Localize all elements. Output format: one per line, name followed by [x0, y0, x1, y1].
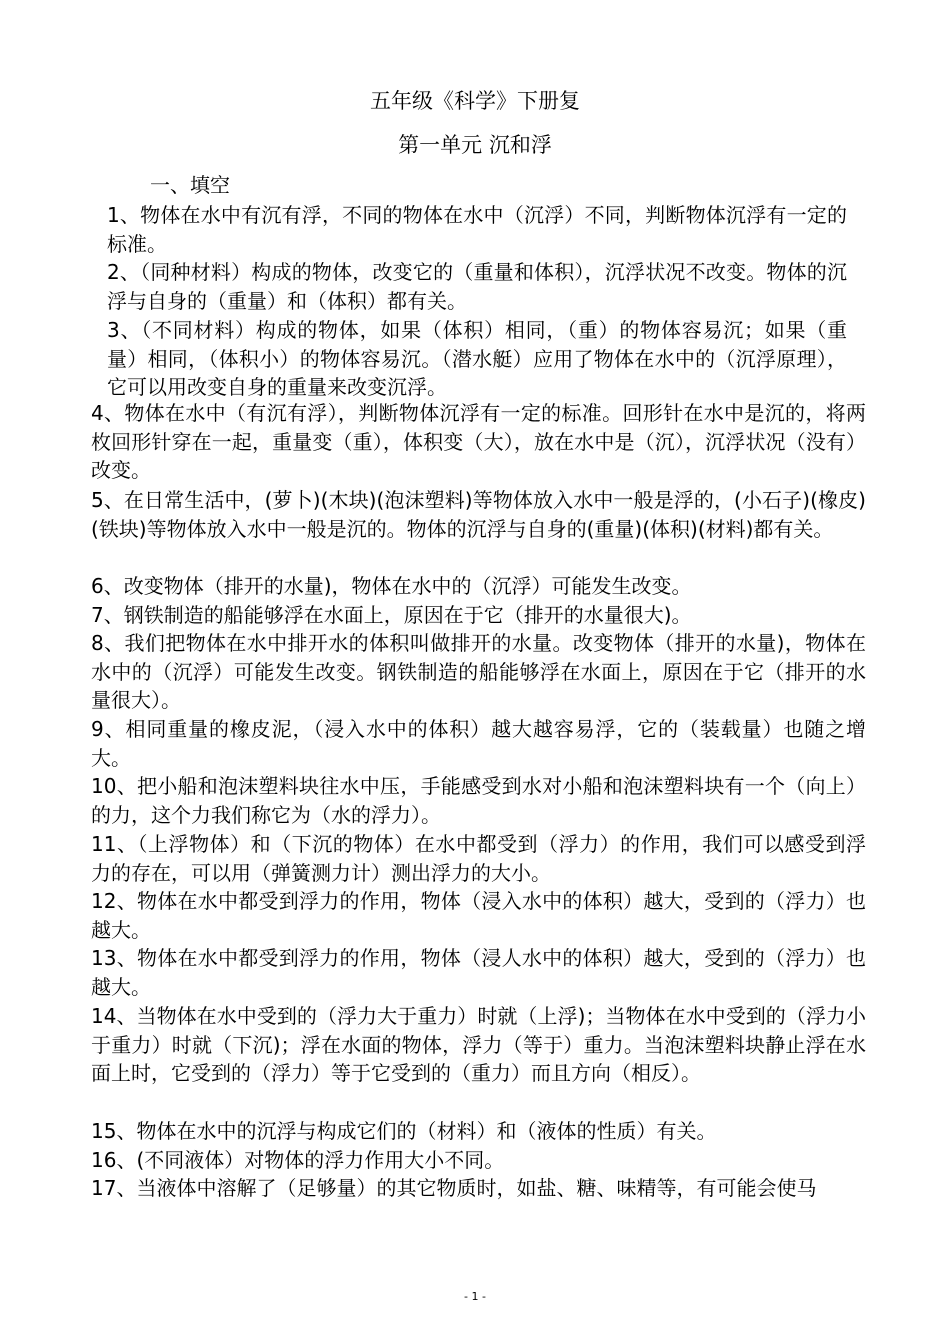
list-item: 2、（同种材料）构成的物体，改变它的（重量和体积），沉浮状况不改变。物体的沉浮与自身的（重量）和（体积）都有关。 [107, 260, 847, 313]
document-title: 五年级《科学》下册复 [370, 89, 580, 113]
list-item: 6、改变物体（排开的水量)，物体在水中的（沉浮）可能发生改变。 [91, 574, 692, 598]
unit-heading: 第一单元 沉和浮 [398, 133, 552, 157]
list-item: 16、(不同液体）对物体的浮力作用大小不同。 [91, 1148, 505, 1172]
list-item: 8、我们把物体在水中排开水的体积叫做排开的水量。改变物体（排开的水量)，物体在水中的（沉浮）可能发生改变。钢铁制造的船能够浮在水面上，原因在于它（排开的水量很大）。 [91, 631, 866, 712]
list-item: 14、当物体在水中受到的（浮力大于重力）时就（上浮)；当物体在水中受到的（浮力小于重力）时就（下沉)；浮在水面的物体，浮力（等于）重力。当泡沫塑料块静止浮在水面上时，它受到的（浮力）等于它受到的（重力）而且方向（相反）。 [91, 1004, 866, 1085]
page-number: - 1 - [464, 1290, 486, 1303]
list-item: 5、在日常生活中，(萝卜)(木块)(泡沫塑料)等物体放入水中一般是浮的，(小石子)(橡皮)(铁块)等物体放入水中一般是沉的。物体的沉浮与自身的(重量)(体积)(材料)都有关。 [91, 488, 866, 541]
list-item: 17、当液体中溶解了（足够量）的其它物质时，如盐、糖、味精等，有可能会使马 [91, 1176, 817, 1200]
list-item: 1、物体在水中有沉有浮，不同的物体在水中（沉浮）不同，判断物体沉浮有一定的标准。 [107, 203, 847, 256]
list-item: 3、（不同材料）构成的物体，如果（体积）相同，（重）的物体容易沉；如果（重量）相同，（体积小）的物体容易沉。（潜水艇）应用了物体在水中的（沉浮原理），它可以用改变自身的重量来改变沉浮。 [107, 318, 847, 399]
list-item: 13、物体在水中都受到浮力的作用，物体（浸人水中的体积）越大，受到的（浮力）也越大。 [91, 946, 866, 999]
list-item: 15、物体在水中的沉浮与构成它们的（材料）和（液体的性质）有关。 [91, 1119, 717, 1143]
list-item: 12、物体在水中都受到浮力的作用，物体（浸入水中的体积）越大，受到的（浮力）也越大。 [91, 889, 866, 942]
list-item: 11、（上浮物体）和（下沉的物体）在水中都受到（浮力）的作用，我们可以感受到浮力的存在，可以用（弹簧测力计）测出浮力的大小。 [91, 832, 866, 885]
list-item: 10、把小船和泡沫塑料块往水中压，手能感受到水对小船和泡沫塑料块有一个（向上）的力，这个力我们称它为（水的浮力）。 [91, 774, 866, 827]
list-item: 9、相同重量的橡皮泥，（浸入水中的体积）越大越容易浮，它的（装载量）也随之增大。 [91, 717, 866, 770]
list-item: 7、钢铁制造的船能够浮在水面上，原因在于它（排开的水量很大)。 [91, 603, 692, 627]
section-heading: 一、填空 [150, 173, 230, 197]
list-item: 4、物体在水中（有沉有浮），判断物体沉浮有一定的标准。回形针在水中是沉的，将两枚回形针穿在一起，重量变（重），体积变（大），放在水中是（沉），沉浮状况（没有）改变。 [91, 401, 866, 482]
